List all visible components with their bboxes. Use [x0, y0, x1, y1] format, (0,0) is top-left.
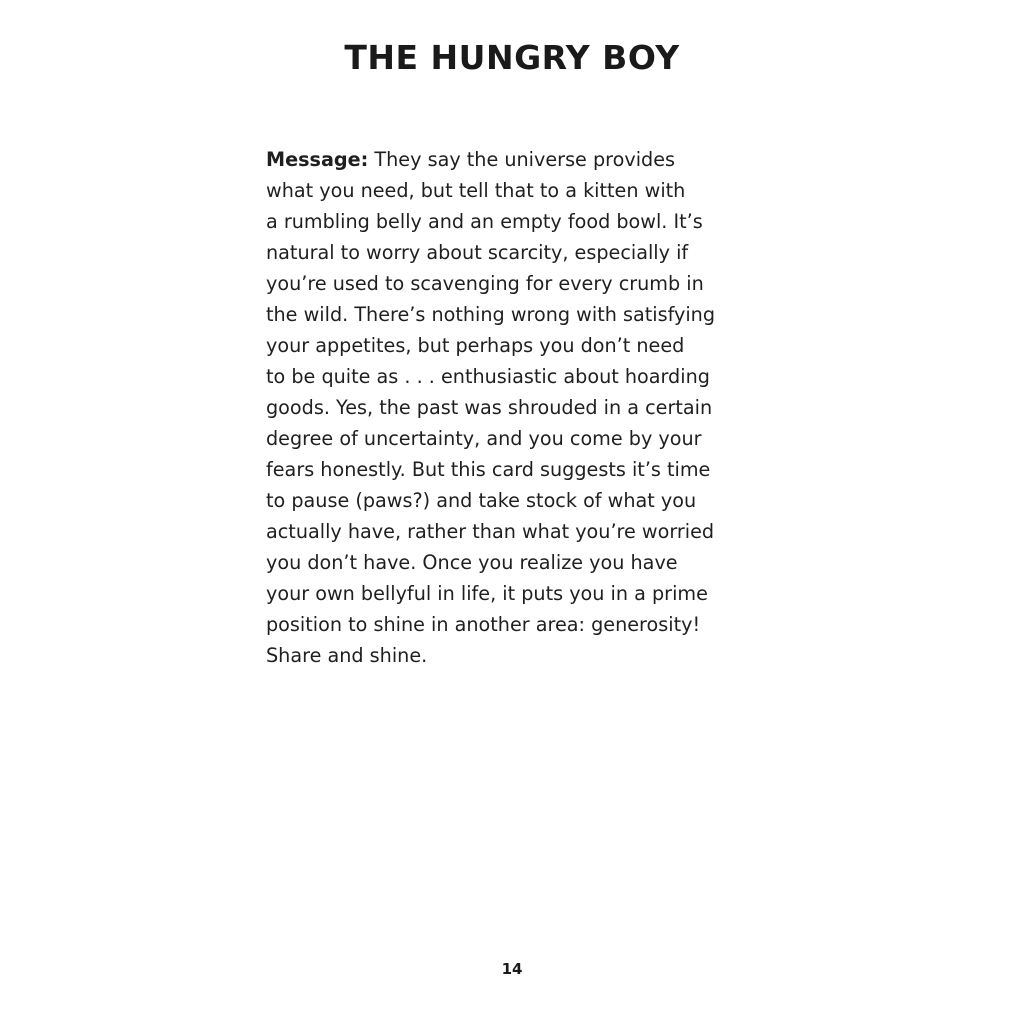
- text-line-13: actually have, rather than what you’re worried: [266, 520, 715, 543]
- text-line-11: fears honestly. But this card suggests it’s time: [266, 458, 711, 481]
- message-paragraph: [266, 144, 766, 671]
- message-label: Message:: [266, 148, 369, 171]
- text-line-4: natural to worry about scarcity, especially if: [266, 241, 689, 264]
- text-line-12: to pause (paws?) and take stock of what you: [266, 489, 697, 512]
- text-line-16: position to shine in another area: generosity!: [266, 613, 701, 636]
- text-line-10: degree of uncertainty, and you come by your: [266, 427, 702, 450]
- text-line-14: you don’t have. Once you realize you have: [266, 551, 678, 574]
- text-line-1: [266, 144, 766, 175]
- text-line-7: your appetites, but perhaps you don’t need: [266, 334, 685, 357]
- text-line-9: goods. Yes, the past was shrouded in a certain: [266, 396, 713, 419]
- text-line-8: to be quite as . . . enthusiastic about hoarding: [266, 365, 710, 388]
- text-line-6: the wild. There’s nothing wrong with satisfying: [266, 303, 716, 326]
- text-line-17: Share and shine.: [266, 644, 428, 667]
- page-title: THE HUNGRY BOY: [344, 38, 680, 77]
- text-line-2: what you need, but tell that to a kitten with: [266, 179, 686, 202]
- page-number: 14: [501, 960, 523, 978]
- text-line-1-rest: They say the universe provides: [368, 148, 676, 171]
- text-line-15: your own bellyful in life, it puts you in a prime: [266, 582, 708, 605]
- text-line-5: you’re used to scavenging for every crumb in: [266, 272, 704, 295]
- text-line-3: a rumbling belly and an empty food bowl. It’s: [266, 210, 703, 233]
